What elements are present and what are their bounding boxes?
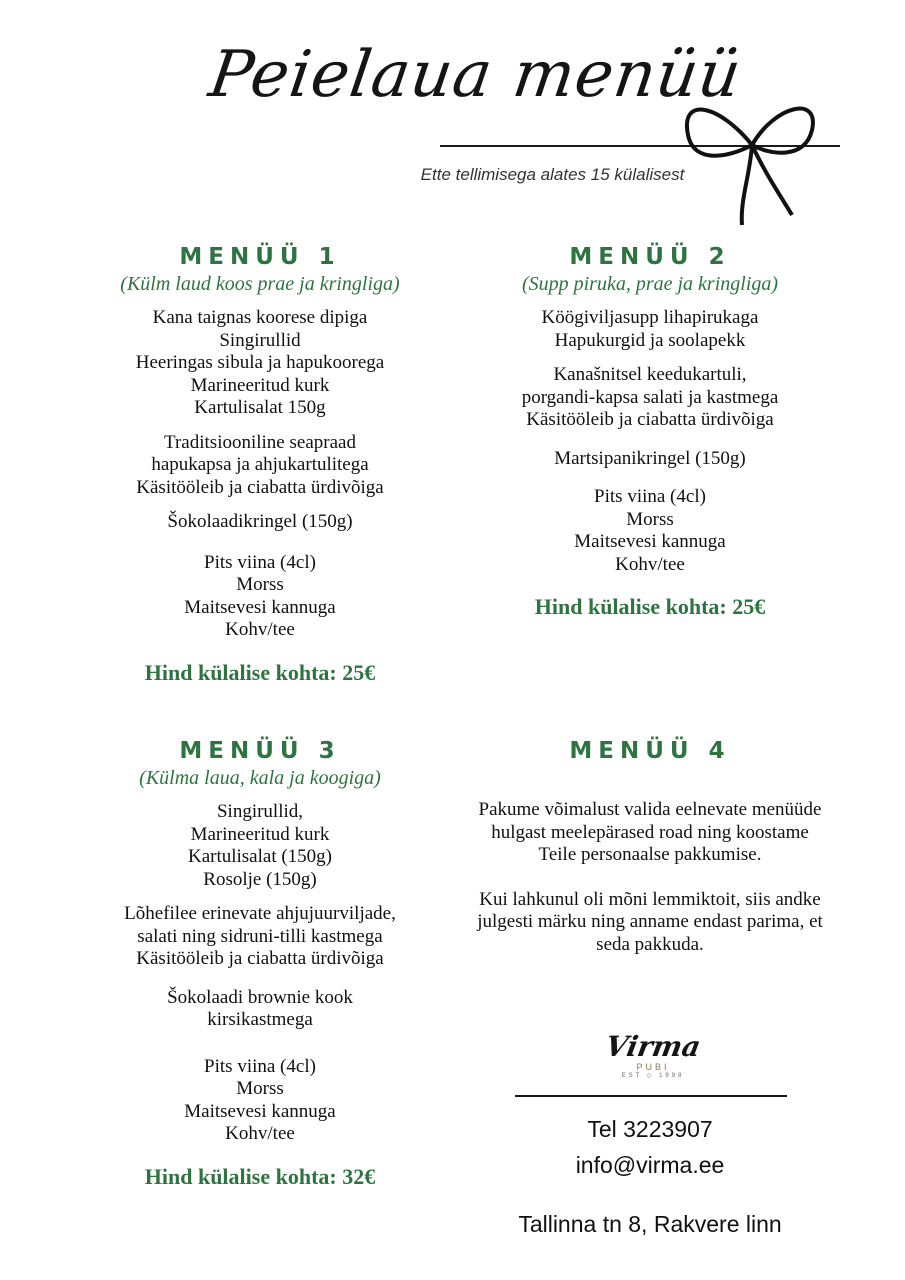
menu-group [70,801,450,891]
menu-1 [70,243,450,686]
menu-item: porgandi-kapsa salati ja kastmega [521,386,779,408]
menu-group [70,432,450,500]
menu-group [70,987,450,1032]
menu-item: Käsitööleib ja ciabatta ürdivõiga [136,476,384,498]
menu-item: Kartulisalat (150g) [187,846,333,867]
menu-group [470,364,830,432]
menu-item: Pits viina (4cl) [204,551,316,573]
menu-item: Kohv/tee [225,619,295,640]
menu-item: Maitsevesi kannuga [574,531,726,552]
menu-item: kirsikastmega [207,1009,313,1030]
menu-item: Martsipanikringel (150g) [554,447,746,469]
menu-group [70,511,450,534]
menu-group [470,448,830,471]
footer-divider [515,1095,787,1097]
logo-sub: PUBI [636,1062,670,1072]
menu-item: Käsitööleib ja ciabatta ürdivõiga [526,409,774,430]
menu-item: Traditsiooniline seapraad [164,431,356,453]
menu-group [70,903,450,971]
menu-item: Morss [626,508,674,530]
menu-item: Lõhefilee erinevate ahjujuurviljade, [124,903,396,924]
menu-item: Kana taignas koorese dipiga [152,307,368,328]
menu-price: Hind külalise kohta: 25€ [144,659,376,685]
menu-2 [470,243,830,620]
menu-group [470,486,830,576]
menu-subheading: (Külm laud koos prae ja kringliga) [120,273,400,295]
menu-heading: MENÜÜ 3 [179,738,341,764]
page-title: Peielaua menüü [204,38,747,112]
menu-item: hapukapsa ja ahjukartulitega [151,454,369,475]
menu-item: Singirullid [219,329,301,351]
menu-item: Kartulisalat 150g [194,397,326,418]
menu-item: Käsitööleib ja ciabatta ürdivõiga [136,948,384,969]
logo-est: EST ◇ 1998 [621,1073,685,1079]
menu-price: Hind külalise kohta: 32€ [144,1163,376,1189]
menu-item: Singirullid, [216,801,304,822]
menu-item: salati ning sidruni-tilli kastmega [137,925,383,947]
menu-item: Heeringas sibula ja hapukoorega [135,352,385,373]
menu-4 [470,737,830,978]
menu-subheading: (Külma laua, kala ja koogiga) [139,767,381,789]
menu-item: Morss [236,574,284,595]
menu-paragraph: Kui lahkunul oli mõni lemmiktoit, siis andke julgesti märku ning anname endast parima, et seda pakkuda. [477,888,823,955]
menu-item: Morss [236,1078,284,1099]
menu-heading: MENÜÜ 1 [179,244,341,270]
menu-item: Kanašnitsel keedukartuli, [553,364,747,385]
menu-item: Kohv/tee [225,1123,295,1144]
contact-phone: Tel 3223907 [587,1116,713,1142]
menu-group [70,552,450,642]
menu-group [470,307,830,352]
menu-item: Marineeritud kurk [190,374,330,396]
contact-address: Tallinna tn 8, Rakvere linn [518,1211,782,1237]
menu-item: Marineeritud kurk [190,823,330,845]
menu-heading: MENÜÜ 2 [569,244,731,270]
menu-item: Maitsevesi kannuga [184,1100,336,1122]
contact-email: info@virma.ee [575,1152,725,1178]
menu-heading: MENÜÜ 4 [569,738,731,764]
menu-group [70,307,450,420]
menu-item: Köögiviljasupp lihapirukaga [541,307,759,328]
menu-item: Šokolaadikringel (150g) [167,511,353,532]
menu-item: Hapukurgid ja soolapekk [554,329,746,351]
ribbon-bow-icon [680,85,840,230]
menu-item: Pits viina (4cl) [204,1055,316,1077]
menu-3 [70,737,450,1190]
logo-name: Virma [602,1030,704,1063]
menu-group [70,1056,450,1146]
menu-item: Kohv/tee [615,553,685,575]
menu-price: Hind külalise kohta: 25€ [534,594,766,619]
menu-subheading: (Supp piruka, prae ja kringliga) [521,273,779,295]
subtitle: Ette tellimisega alates 15 külalisest [420,165,685,184]
virma-logo [598,1032,708,1087]
menu-item: Rosolje (150g) [203,868,317,890]
menu-item: Šokolaadi brownie kook [167,986,353,1008]
menu-paragraph: Pakume võimalust valida eelnevate menüüde hulgast meelepärased road ning koostame Teile personaalse pakkumise. [478,799,822,865]
menu-item: Maitsevesi kannuga [184,596,336,618]
menu-item: Pits viina (4cl) [594,486,706,507]
